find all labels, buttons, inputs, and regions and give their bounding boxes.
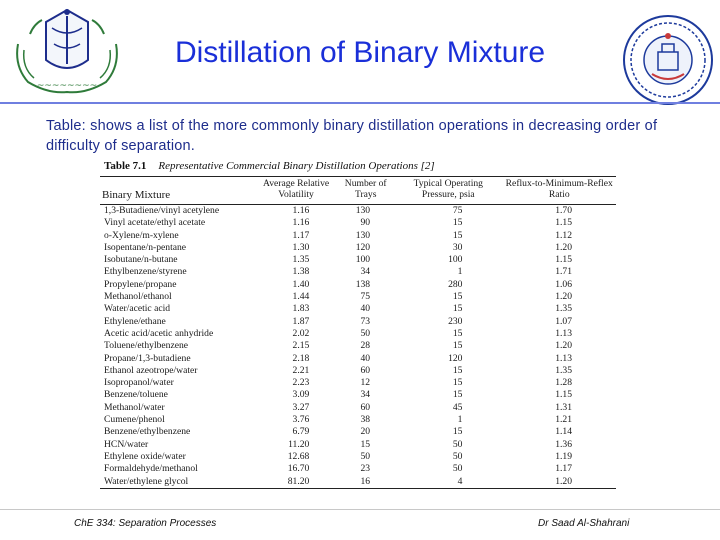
cell-reflux-ratio: 1.35	[555, 303, 572, 315]
cell-number-of-trays: 20	[360, 426, 371, 438]
cell-relative-volatility: 1.35	[292, 254, 310, 266]
cell-number-of-trays: 34	[360, 266, 371, 278]
footer-divider	[0, 509, 720, 510]
cell-number-of-trays: 90	[360, 217, 371, 229]
cell-binary-mixture: Water/ethylene glycol	[100, 476, 255, 489]
cell-relative-volatility: 1.44	[292, 291, 310, 303]
cell-number-of-trays: 60	[360, 401, 371, 413]
cell-number-of-trays: 73	[360, 315, 371, 327]
cell-reflux-ratio: 1.17	[555, 463, 572, 475]
cell-operating-pressure: 50	[452, 450, 463, 462]
table-row	[100, 340, 616, 352]
cell-reflux-ratio: 1.13	[555, 327, 572, 339]
distillation-table	[100, 160, 616, 489]
cell-relative-volatility: 1.83	[292, 303, 310, 315]
cell-relative-volatility: 2.23	[292, 377, 310, 389]
table-row	[100, 266, 616, 278]
cell-relative-volatility: 12.68	[287, 450, 310, 462]
cell-reflux-ratio: 1.36	[555, 438, 572, 450]
table-header-row	[100, 177, 616, 205]
cell-number-of-trays: 138	[355, 278, 371, 290]
footer-course: ChE 334: Separation Processes	[74, 518, 217, 529]
table-row	[100, 279, 616, 291]
table-row	[100, 439, 616, 451]
table-row	[100, 242, 616, 254]
svg-text:~~~~~~~~: ~~~~~~~~	[36, 81, 98, 91]
cell-number-of-trays: 15	[360, 438, 371, 450]
cell-number-of-trays: 50	[360, 327, 371, 339]
cell-operating-pressure: 4	[394, 476, 502, 489]
table-row	[100, 316, 616, 328]
cell-number-of-trays: 130	[355, 205, 371, 216]
table-row	[100, 377, 616, 389]
cell-number-of-trays: 28	[360, 340, 371, 352]
table-row	[100, 426, 616, 438]
cell-relative-volatility: 1.38	[292, 266, 310, 278]
cell-reflux-ratio: 1.70	[555, 205, 572, 216]
cell-reflux-ratio: 1.20	[555, 291, 572, 303]
data-table	[100, 176, 616, 489]
table-row	[100, 328, 616, 340]
cell-binary-mixture: Propylene/propane	[104, 278, 177, 290]
cell-reflux-ratio: 1.21	[555, 414, 572, 426]
cell-relative-volatility: 2.18	[292, 352, 310, 364]
table-row	[100, 230, 616, 242]
cell-relative-volatility: 3.76	[292, 414, 310, 426]
table-row	[100, 291, 616, 303]
cell-reflux-ratio: 1.31	[555, 401, 572, 413]
cell-operating-pressure: 15	[452, 377, 463, 389]
table-row	[100, 389, 616, 401]
cell-number-of-trays: 40	[360, 352, 371, 364]
cell-operating-pressure: 230	[448, 315, 463, 327]
cell-binary-mixture: Toluene/ethylbenzene	[104, 340, 189, 352]
table-row	[100, 414, 616, 426]
header-operating-pressure: Typical Operating Pressure, psia	[394, 177, 502, 205]
cell-reflux-ratio: 1.71	[555, 266, 572, 278]
cell-operating-pressure: 50	[452, 463, 463, 475]
cell-binary-mixture: Benzene/toluene	[104, 389, 168, 401]
cell-binary-mixture: Acetic acid/acetic anhydride	[104, 327, 214, 339]
cell-reflux-ratio: 1.28	[555, 377, 572, 389]
cell-reflux-ratio: 1.15	[555, 389, 572, 401]
cell-operating-pressure: 1	[457, 266, 463, 278]
cell-operating-pressure: 15	[452, 327, 463, 339]
cell-binary-mixture: Ethylene oxide/water	[104, 450, 186, 462]
cell-binary-mixture: Propane/1,3-butadiene	[104, 352, 191, 364]
table-body	[100, 205, 616, 489]
cell-reflux-ratio: 1.20	[555, 241, 572, 253]
cell-number-of-trays: 16	[337, 476, 394, 489]
cell-binary-mixture: Ethylene/ethane	[104, 315, 166, 327]
cell-reflux-ratio: 1.20	[555, 340, 572, 352]
cell-relative-volatility: 1.30	[292, 241, 310, 253]
cell-reflux-ratio: 1.13	[555, 352, 572, 364]
cell-operating-pressure: 15	[452, 364, 463, 376]
table-row	[100, 303, 616, 315]
cell-binary-mixture: Ethylbenzene/styrene	[104, 266, 187, 278]
cell-reflux-ratio: 1.06	[555, 278, 572, 290]
cell-binary-mixture: HCN/water	[104, 438, 149, 450]
cell-reflux-ratio: 1.20	[502, 476, 616, 489]
footer-author: Dr Saad Al-Shahrani	[538, 518, 630, 529]
cell-number-of-trays: 120	[355, 241, 371, 253]
cell-relative-volatility: 16.70	[287, 463, 310, 475]
cell-operating-pressure: 75	[452, 205, 463, 216]
header-number-of-trays: Number of Trays	[337, 177, 394, 205]
cell-number-of-trays: 75	[360, 291, 371, 303]
cell-operating-pressure: 45	[452, 401, 463, 413]
cell-relative-volatility: 3.09	[292, 389, 310, 401]
header-relative-volatility: Average Relative Volatility	[255, 177, 338, 205]
cell-relative-volatility: 1.16	[292, 205, 310, 216]
cell-number-of-trays: 40	[360, 303, 371, 315]
header-binary-mixture: Binary Mixture	[100, 177, 255, 205]
cell-operating-pressure: 15	[452, 229, 463, 241]
cell-operating-pressure: 15	[452, 340, 463, 352]
table-row	[100, 365, 616, 377]
header-reflux-ratio: Reflux-to-Minimum-Reflex Ratio	[502, 177, 616, 205]
table-row	[100, 476, 616, 489]
cell-number-of-trays: 60	[360, 364, 371, 376]
cell-binary-mixture: Isopentane/n-pentane	[104, 241, 187, 253]
table-caption	[104, 160, 616, 172]
cell-operating-pressure: 1	[457, 414, 463, 426]
table-caption-title: Representative Commercial Binary Distillation Operations [2]	[158, 160, 435, 172]
cell-number-of-trays: 23	[360, 463, 371, 475]
cell-relative-volatility: 1.87	[292, 315, 310, 327]
table-row	[100, 463, 616, 475]
cell-binary-mixture: Isopropanol/water	[104, 377, 174, 389]
cell-operating-pressure: 15	[452, 303, 463, 315]
cell-operating-pressure: 50	[452, 438, 463, 450]
cell-reflux-ratio: 1.07	[555, 315, 572, 327]
cell-reflux-ratio: 1.15	[555, 254, 572, 266]
cell-reflux-ratio: 1.19	[555, 450, 572, 462]
cell-binary-mixture: Cumene/phenol	[104, 414, 165, 426]
cell-number-of-trays: 100	[355, 254, 371, 266]
cell-relative-volatility: 6.79	[292, 426, 310, 438]
table-row	[100, 451, 616, 463]
cell-binary-mixture: Benzene/ethylbenzene	[104, 426, 191, 438]
cell-binary-mixture: Methanol/ethanol	[104, 291, 172, 303]
cell-reflux-ratio: 1.14	[555, 426, 572, 438]
slide-title: Distillation of Binary Mixture	[174, 36, 546, 69]
cell-relative-volatility: 1.40	[292, 278, 310, 290]
cell-operating-pressure: 15	[452, 426, 463, 438]
cell-operating-pressure: 280	[448, 278, 463, 290]
cell-relative-volatility: 3.27	[292, 401, 310, 413]
cell-binary-mixture: Water/acetic acid	[104, 303, 171, 315]
cell-binary-mixture: Ethanol azeotrope/water	[104, 364, 198, 376]
cell-number-of-trays: 50	[360, 450, 371, 462]
table-row	[100, 217, 616, 229]
cell-binary-mixture: 1,3-Butadiene/vinyl acetylene	[104, 205, 220, 216]
table-row	[100, 205, 616, 218]
cell-operating-pressure: 15	[452, 291, 463, 303]
cell-relative-volatility: 2.21	[292, 364, 310, 376]
cell-number-of-trays: 12	[360, 377, 371, 389]
cell-number-of-trays: 34	[360, 389, 371, 401]
cell-reflux-ratio: 1.35	[555, 364, 572, 376]
cell-reflux-ratio: 1.15	[555, 217, 572, 229]
title-divider	[0, 102, 720, 104]
cell-operating-pressure: 15	[452, 217, 463, 229]
cell-relative-volatility: 2.02	[292, 327, 310, 339]
cell-binary-mixture: Vinyl acetate/ethyl acetate	[104, 217, 206, 229]
cell-number-of-trays: 38	[360, 414, 371, 426]
table-caption-label: Table 7.1	[104, 160, 147, 172]
cell-binary-mixture: Formaldehyde/methanol	[104, 463, 198, 475]
cell-operating-pressure: 120	[448, 352, 463, 364]
cell-operating-pressure: 100	[448, 254, 463, 266]
cell-relative-volatility: 2.15	[292, 340, 310, 352]
cell-operating-pressure: 15	[452, 389, 463, 401]
cell-relative-volatility: 1.17	[292, 229, 310, 241]
table-row	[100, 353, 616, 365]
cell-number-of-trays: 130	[355, 229, 371, 241]
slide-caption: Table: shows a list of the more commonly binary distillation operations in decreasing order of difficulty of separation.	[46, 118, 658, 154]
cell-binary-mixture: o-Xylene/m-xylene	[104, 229, 179, 241]
cell-relative-volatility: 1.16	[292, 217, 310, 229]
cell-relative-volatility: 81.20	[255, 476, 338, 489]
cell-binary-mixture: Methanol/water	[104, 401, 165, 413]
table-row	[100, 402, 616, 414]
cell-operating-pressure: 30	[452, 241, 463, 253]
table-row	[100, 254, 616, 266]
cell-relative-volatility: 11.20	[288, 438, 310, 450]
cell-binary-mixture: Isobutane/n-butane	[104, 254, 178, 266]
cell-reflux-ratio: 1.12	[555, 229, 572, 241]
